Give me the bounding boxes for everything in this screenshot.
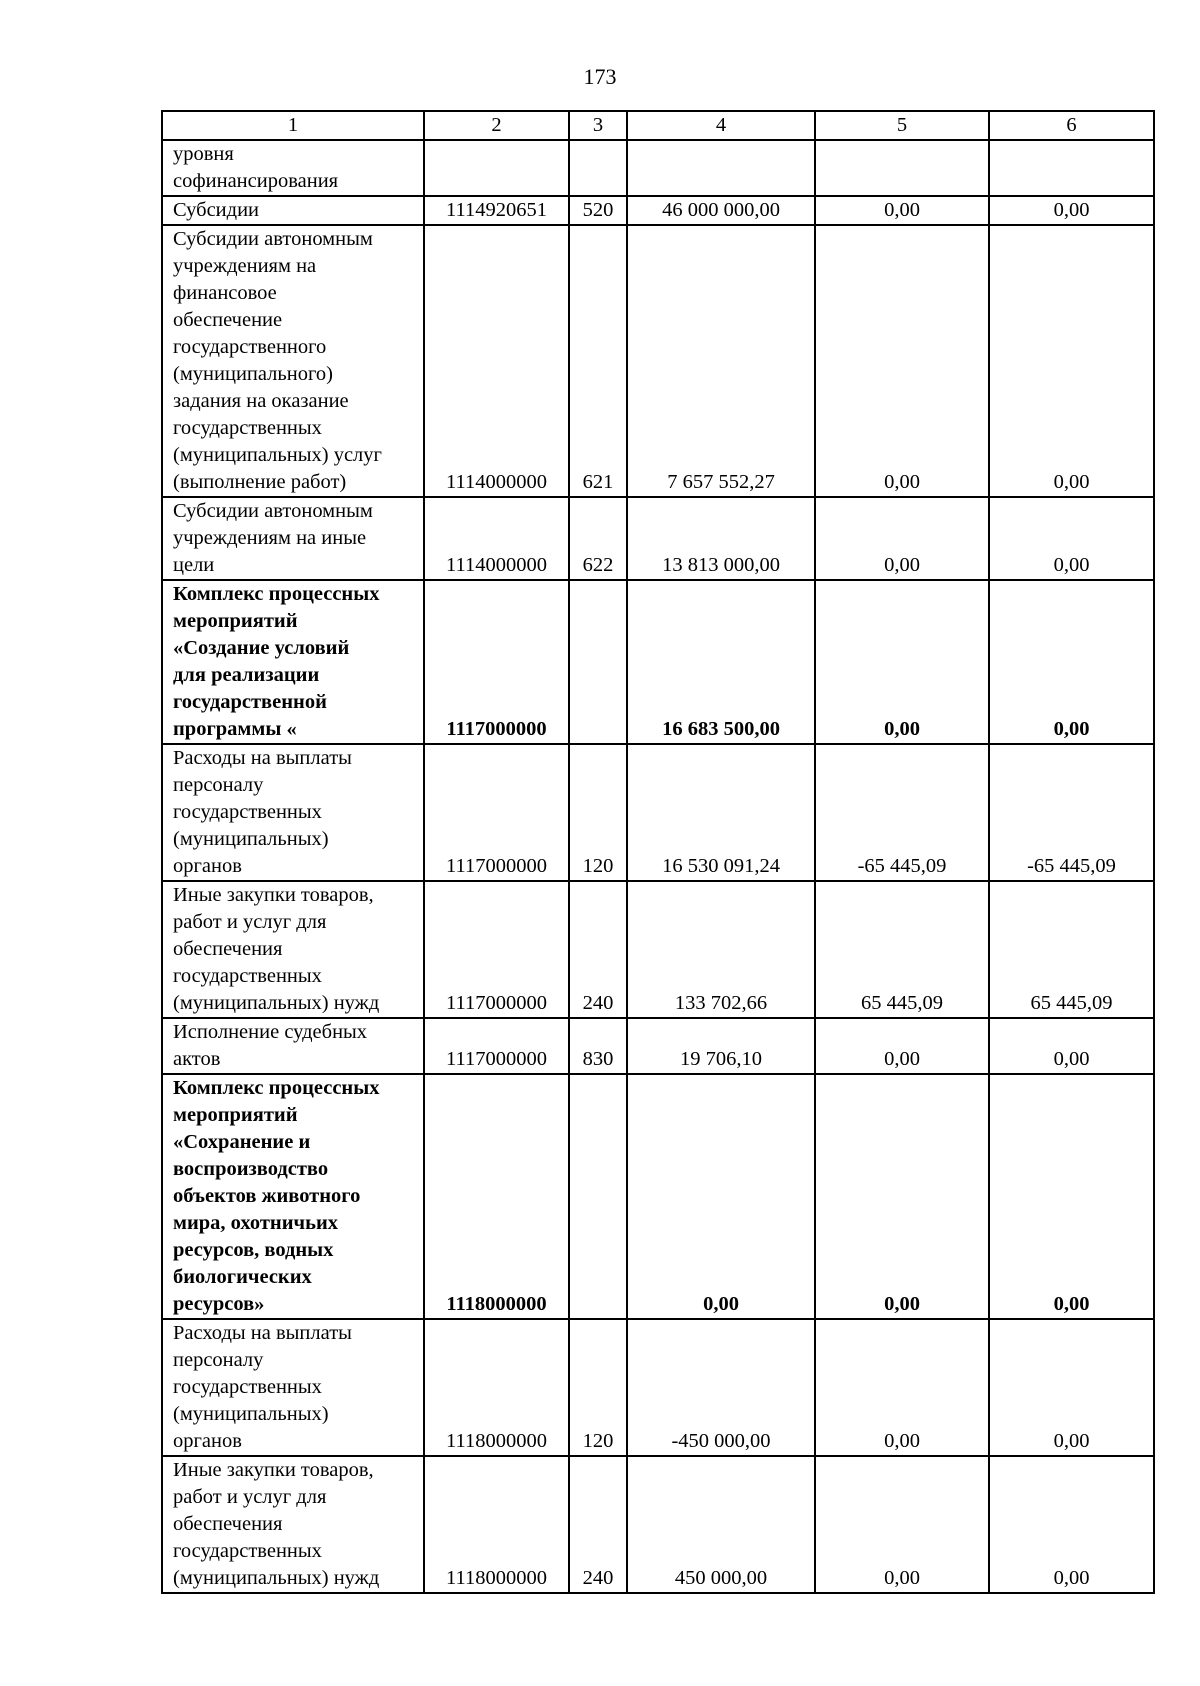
row-amount-6-cell: 0,00: [989, 1018, 1154, 1074]
header-col-3: 3: [569, 111, 627, 140]
row-amount-4-cell: 450 000,00: [627, 1456, 815, 1593]
row-amount-4-cell: 16 530 091,24: [627, 744, 815, 881]
row-type-cell: 120: [569, 744, 627, 881]
table-row: [162, 881, 1154, 1018]
row-type-cell: 240: [569, 1456, 627, 1593]
row-type-cell: 830: [569, 1018, 627, 1074]
row-amount-6-cell: 0,00: [989, 1319, 1154, 1456]
row-amount-4-cell: 16 683 500,00: [627, 580, 815, 744]
row-amount-6-cell: 0,00: [989, 1074, 1154, 1319]
row-code-cell: [424, 140, 569, 196]
row-name-cell: Комплекс процессных мероприятий «Сохранение и воспроизводство объектов животного мира, охотничьих ресурсов, водных биологических ресурсов»: [162, 1074, 424, 1319]
row-amount-6-cell: 0,00: [989, 225, 1154, 497]
row-amount-6-cell: 0,00: [989, 580, 1154, 744]
row-code-cell: 1118000000: [424, 1319, 569, 1456]
row-amount-5-cell: 0,00: [815, 580, 989, 744]
row-amount-6-cell: [989, 140, 1154, 196]
row-name-cell: Расходы на выплаты персоналу государственных (муниципальных) органов: [162, 744, 424, 881]
table-row: [162, 1319, 1154, 1456]
table-row: [162, 580, 1154, 744]
row-type-cell: [569, 580, 627, 744]
row-name-cell: Расходы на выплаты персоналу государственных (муниципальных) органов: [162, 1319, 424, 1456]
row-amount-4-cell: 133 702,66: [627, 881, 815, 1018]
row-name-cell: Иные закупки товаров, работ и услуг для обеспечения государственных (муниципальных) нужд: [162, 1456, 424, 1593]
table-row: [162, 1074, 1154, 1319]
table-row: [162, 1018, 1154, 1074]
row-code-cell: 1117000000: [424, 881, 569, 1018]
row-type-cell: 621: [569, 225, 627, 497]
row-amount-6-cell: 0,00: [989, 196, 1154, 225]
row-amount-4-cell: 19 706,10: [627, 1018, 815, 1074]
header-col-2: 2: [424, 111, 569, 140]
row-amount-4-cell: -450 000,00: [627, 1319, 815, 1456]
table-row: [162, 140, 1154, 196]
row-code-cell: 1118000000: [424, 1456, 569, 1593]
row-name-cell: Исполнение судебных актов: [162, 1018, 424, 1074]
row-code-cell: 1117000000: [424, 744, 569, 881]
budget-table: [161, 110, 1155, 1594]
row-name-cell: уровня софинансирования: [162, 140, 424, 196]
row-amount-5-cell: 65 445,09: [815, 881, 989, 1018]
row-amount-5-cell: 0,00: [815, 1456, 989, 1593]
row-code-cell: 1118000000: [424, 1074, 569, 1319]
header-col-4: 4: [627, 111, 815, 140]
row-amount-4-cell: 13 813 000,00: [627, 497, 815, 580]
row-name-cell: Субсидии автономным учреждениям на финансовое обеспечение государственного (муниципального) задания на оказание государственных (муниципальных) услуг (выполнение работ): [162, 225, 424, 497]
header-col-1: 1: [162, 111, 424, 140]
table-row: [162, 196, 1154, 225]
row-name-cell: Субсидии: [162, 196, 424, 225]
row-amount-6-cell: 0,00: [989, 1456, 1154, 1593]
row-amount-5-cell: 0,00: [815, 1018, 989, 1074]
table-row: [162, 1456, 1154, 1593]
row-code-cell: 1114920651: [424, 196, 569, 225]
row-code-cell: 1117000000: [424, 580, 569, 744]
row-amount-5-cell: -65 445,09: [815, 744, 989, 881]
table-row: [162, 225, 1154, 497]
row-name-cell: Субсидии автономным учреждениям на иные цели: [162, 497, 424, 580]
row-amount-6-cell: -65 445,09: [989, 744, 1154, 881]
table-header-row: [162, 111, 1154, 140]
row-amount-4-cell: 0,00: [627, 1074, 815, 1319]
row-amount-5-cell: [815, 140, 989, 196]
row-code-cell: 1114000000: [424, 497, 569, 580]
row-amount-4-cell: [627, 140, 815, 196]
row-type-cell: 622: [569, 497, 627, 580]
row-code-cell: 1114000000: [424, 225, 569, 497]
row-amount-4-cell: 46 000 000,00: [627, 196, 815, 225]
row-amount-5-cell: 0,00: [815, 1319, 989, 1456]
row-amount-5-cell: 0,00: [815, 196, 989, 225]
row-type-cell: 120: [569, 1319, 627, 1456]
row-type-cell: [569, 1074, 627, 1319]
row-amount-5-cell: 0,00: [815, 225, 989, 497]
row-amount-4-cell: 7 657 552,27: [627, 225, 815, 497]
row-amount-6-cell: 65 445,09: [989, 881, 1154, 1018]
page-number: 173: [583, 64, 617, 89]
row-name-cell: Иные закупки товаров, работ и услуг для обеспечения государственных (муниципальных) нужд: [162, 881, 424, 1018]
header-col-5: 5: [815, 111, 989, 140]
row-type-cell: 240: [569, 881, 627, 1018]
header-col-6: 6: [989, 111, 1154, 140]
row-code-cell: 1117000000: [424, 1018, 569, 1074]
row-amount-6-cell: 0,00: [989, 497, 1154, 580]
row-name-cell: Комплекс процессных мероприятий «Создание условий для реализации государственной программы «: [162, 580, 424, 744]
table-row: [162, 744, 1154, 881]
row-type-cell: [569, 140, 627, 196]
row-amount-5-cell: 0,00: [815, 497, 989, 580]
table-row: [162, 497, 1154, 580]
row-type-cell: 520: [569, 196, 627, 225]
row-amount-5-cell: 0,00: [815, 1074, 989, 1319]
